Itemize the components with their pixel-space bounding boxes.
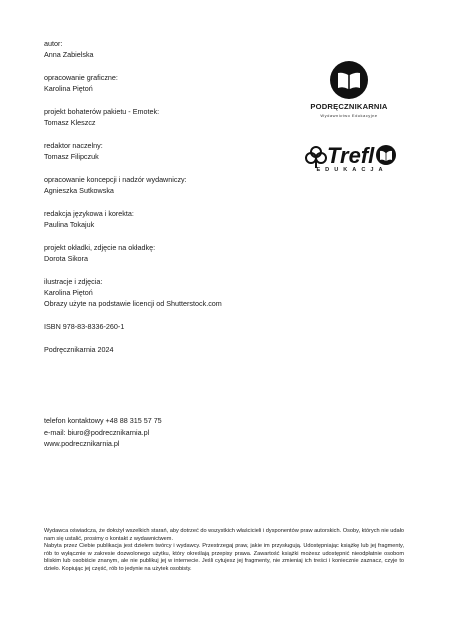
credit-label: ilustracje i zdjęcia:: [44, 277, 103, 286]
trefl-logo-text: Trefl: [327, 143, 375, 168]
contact-website: www.podrecznikarnia.pl: [44, 439, 120, 449]
credit-value: Anna Zabielska: [44, 50, 94, 60]
credit-illustrations: [44, 276, 284, 310]
trefl-book-icon: [376, 145, 396, 165]
contact-email: e-mail: biuro@podrecznikarnia.pl: [44, 427, 150, 437]
credits-list: [44, 38, 284, 367]
credit-label: redaktor naczelny:: [44, 141, 103, 150]
credit-value: Obrazy użyte na podstawie licencji od Shutterstock.com: [44, 299, 222, 309]
credit-value: Tomasz Filipczuk: [44, 152, 99, 162]
credit-character-design: [44, 106, 284, 128]
credit-concept-supervision: [44, 174, 284, 196]
credit-label: projekt bohaterów pakietu - Emotek:: [44, 107, 160, 116]
legal-paragraph: Wydawca oświadcza, że dołożył wszelkich starań, aby dotrzeć do wszystkich właścicieli i dysponentów praw autorskich. Osoby, których nie udało nam się ustalić, prosimy o kontakt z wydawnictwem.: [44, 528, 404, 542]
isbn: [44, 321, 284, 332]
credit-value: Agnieszka Sutkowska: [44, 186, 114, 196]
podrecznikarnia-logo-subtitle: Wydawnictwo Edukacyjne: [320, 113, 378, 118]
legal-paragraph: Nabyta przez Ciebie publikacja jest dziełem twórcy i wydawcy. Przestrzegaj praw, jakie im przysługują. Udostępniając książkę lub jej fragmenty, rób to wyłącznie w zakresie dozwolonego użytku, który określają przepisy prawa. Zawartość książki możesz udostępnić nieodpłatnie osobom bliskim lub osobiście znanym, ale nie publikuj jej w internecie. Jeśli cytujesz jej fragmenty, nie zmieniaj ich treści i koniecznie zaznacz, czyje to dzieło. Kopiując jej część, rób to jedynie na użytek osobisty.: [44, 543, 404, 572]
credit-label: autor:: [44, 39, 63, 48]
contact-info: [44, 415, 162, 450]
trefl-logo-subtitle: EDUKACJA: [316, 167, 388, 173]
credit-value: Dorota Sikora: [44, 254, 88, 264]
credit-value: Karolina Piętoń: [44, 288, 93, 298]
trefl-logo: [304, 140, 404, 180]
podrecznikarnia-logo-text: PODRĘCZNIKARNIA: [310, 102, 388, 111]
credit-proofreading: [44, 208, 284, 230]
podrecznikarnia-book-icon: [329, 60, 369, 100]
credit-value: Karolina Piętoń: [44, 84, 93, 94]
credit-label: opracowanie koncepcji i nadzór wydawniczy:: [44, 175, 187, 184]
credit-editor-in-chief: [44, 140, 284, 162]
credit-author: [44, 38, 284, 60]
credit-graphic-design: [44, 72, 284, 94]
credit-value: Paulina Tokajuk: [44, 220, 95, 230]
contact-phone: telefon kontaktowy +48 88 315 57 75: [44, 416, 162, 425]
legal-notice: [44, 528, 404, 574]
publisher-year: [44, 344, 284, 355]
credit-label: opracowanie graficzne:: [44, 73, 118, 82]
credit-label: projekt okładki, zdjęcie na okładkę:: [44, 243, 156, 252]
credit-value: Tomasz Kleszcz: [44, 118, 96, 128]
isbn-text: ISBN 978-83-8336-260-1: [44, 322, 125, 332]
credit-cover-design: [44, 242, 284, 264]
credit-label: redakcja językowa i korekta:: [44, 209, 134, 218]
publisher-year-text: Podręcznikarnia 2024: [44, 345, 114, 354]
